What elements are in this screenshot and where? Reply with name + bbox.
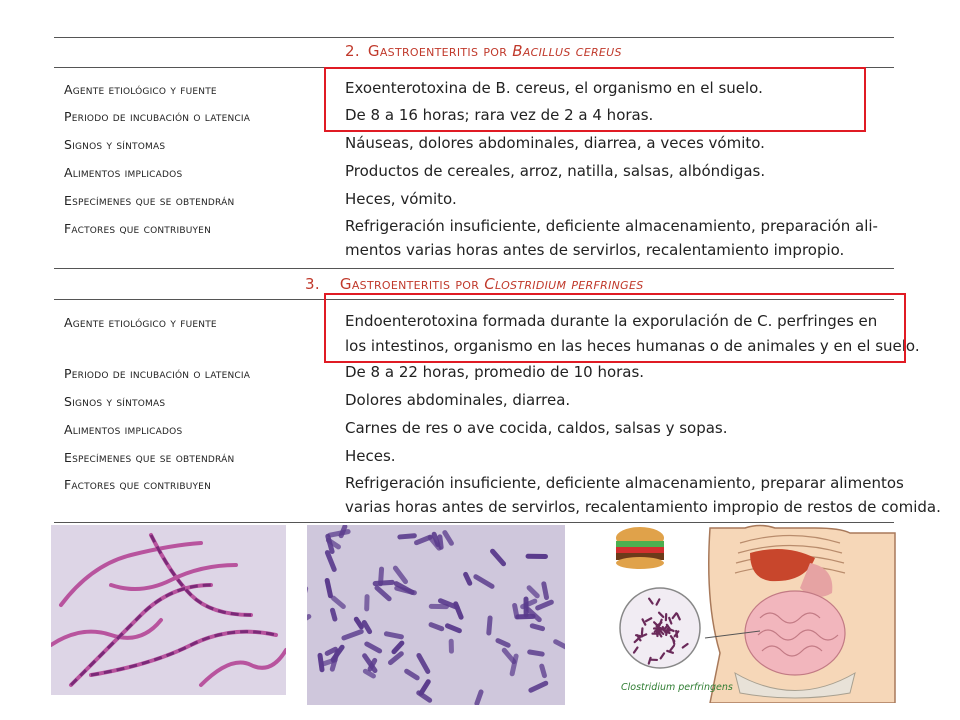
section3-title-prefix: Gastroenteritis por	[339, 275, 485, 293]
s2-label-foods: Alimentos implicados	[64, 165, 183, 180]
s3-label-symptoms: Signos y síntomas	[64, 394, 166, 409]
s2-value-symptoms: Náuseas, dolores abdominales, diarrea, a veces vómito.	[345, 134, 765, 152]
bacterium-rod	[429, 604, 449, 609]
section3-number: 3.	[305, 275, 320, 293]
s3-value-incubation: De 8 a 22 horas, promedio de 10 horas.	[345, 363, 645, 381]
s3-label-incubation: Periodo de incubación o latencia	[64, 366, 251, 381]
illustration-abdomen	[610, 523, 910, 703]
s2-label-factors: Factores que contribuyen	[64, 221, 211, 236]
micrograph-clostridium-rods	[307, 525, 565, 705]
s3-label-specimens: Especímenes que se obtendrán	[64, 450, 235, 465]
bacterium-rod	[526, 554, 548, 559]
section2-title	[345, 42, 622, 60]
s2-label-incubation: Periodo de incubación o latencia	[64, 109, 251, 124]
s3-value-specimens: Heces.	[345, 447, 396, 465]
s2-value-factors-line1: Refrigeración insuficiente, deficiente almacenamiento, preparación ali-	[345, 217, 878, 235]
bacterium-rod	[666, 629, 667, 635]
s2-label-symptoms: Signos y síntomas	[64, 137, 166, 152]
section2-number: 2.	[345, 42, 360, 60]
s2-label-specimens: Especímenes que se obtendrán	[64, 193, 235, 208]
intestines-shape	[745, 591, 845, 675]
illustration-caption: Clostridium perfringens	[621, 682, 733, 693]
section2-title-prefix: Gastroenteritis por	[367, 42, 513, 60]
s3-label-factors: Factores que contribuyen	[64, 477, 211, 492]
s3-value-agent-line1: Endoenterotoxina formada durante la exporulación de C. perfringes en	[345, 312, 878, 330]
section3-title	[305, 275, 644, 293]
s3-label-foods: Alimentos implicados	[64, 422, 183, 437]
micrograph-bacillus-filaments	[51, 525, 286, 695]
s2-value-foods: Productos de cereales, arroz, natilla, salsas, albóndigas.	[345, 162, 766, 180]
section2-bottom-rule	[54, 268, 894, 269]
highlight-box-section3	[324, 293, 906, 363]
s2-value-factors-line2: mentos varias horas antes de servirlos, recalentamiento impropio.	[345, 241, 845, 259]
section2-title-organism: Bacillus cereus	[512, 42, 622, 60]
bacterium-rod	[673, 638, 675, 644]
s3-value-foods: Carnes de res o ave cocida, caldos, salsas y sopas.	[345, 419, 728, 437]
top-rule	[54, 37, 894, 38]
s3-value-factors-line1: Refrigeración insuficiente, deficiente almacenamiento, preparar alimentos	[345, 474, 904, 492]
section3-title-organism: Clostridium perfringes	[484, 275, 644, 293]
s2-label-agent: Agente etiológico y fuente	[64, 82, 217, 97]
s2-value-specimens: Heces, vómito.	[345, 190, 457, 208]
highlight-box-section2	[324, 67, 866, 132]
s2-value-incubation: De 8 a 16 horas; rara vez de 2 a 4 horas.	[345, 106, 654, 124]
burger-icon	[616, 527, 664, 569]
s3-value-symptoms: Dolores abdominales, diarrea.	[345, 391, 571, 409]
s3-value-factors-line2: varias horas antes de servirlos, recalentamiento impropio de restos de comida.	[345, 498, 941, 516]
s2-value-agent: Exoenterotoxina de B. cereus, el organismo en el suelo.	[345, 79, 763, 97]
bacterium-rod	[449, 639, 454, 654]
bacterium-rod	[515, 614, 535, 620]
bacterium-rod	[364, 594, 370, 611]
bacterium-rod	[642, 628, 643, 634]
s3-value-agent-line2: los intestinos, organismo en las heces humanas o de animales y en el suelo.	[345, 337, 920, 355]
magnified-bacteria-icon	[620, 588, 700, 668]
s3-label-agent: Agente etiológico y fuente	[64, 315, 217, 330]
